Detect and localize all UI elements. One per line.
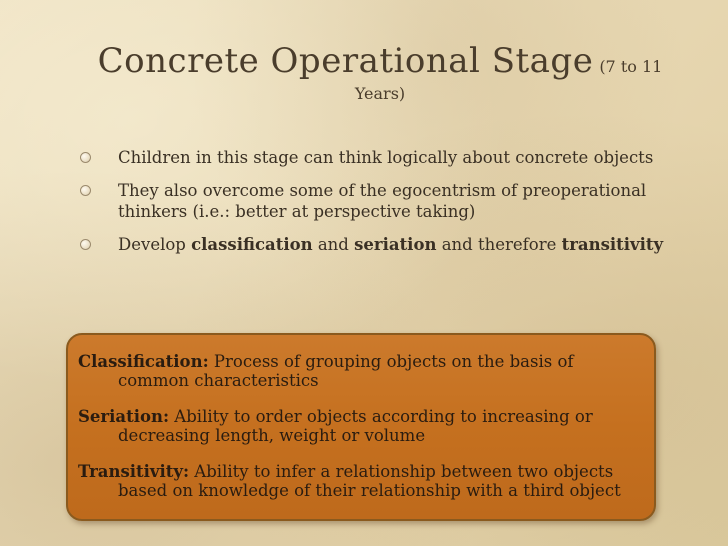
bullet-text-mid2: and therefore [436, 235, 562, 254]
definition-text: Ability to infer a relationship between two objects based on knowledge of their relationship with a third object [118, 462, 621, 500]
definitions-box [66, 333, 656, 521]
circle-bullet-icon [80, 152, 91, 163]
definition-term: Transitivity: [78, 462, 190, 481]
definition-classification [78, 352, 644, 390]
definition-transitivity [78, 462, 644, 500]
bullet-term-seriation: seriation [354, 235, 437, 254]
definition-text: Process of grouping objects on the basis of common characteristics [118, 352, 574, 390]
bullet-item [80, 147, 680, 168]
bullet-term-classification: classification [191, 235, 313, 254]
bullet-item [80, 234, 680, 255]
bullet-item [80, 180, 680, 222]
title-years-part1: (7 to 11 [599, 57, 663, 76]
circle-bullet-icon [80, 185, 91, 196]
definition-text: Ability to order objects according to increasing or decreasing length, weight or volume [118, 407, 593, 445]
slide-title [90, 41, 670, 103]
title-main: Concrete Operational Stage [97, 41, 594, 81]
bullet-term-transitivity: transitivity [561, 235, 664, 254]
bullet-text-prefix: Develop [118, 235, 192, 254]
definition-term: Classification: [78, 352, 209, 371]
bullet-list [80, 147, 680, 267]
title-years-part2: Years) [354, 84, 406, 103]
definition-term: Seriation: [78, 407, 170, 426]
circle-bullet-icon [80, 239, 91, 250]
bullet-text: Children in this stage can think logically about concrete objects [118, 148, 654, 167]
definition-seriation [78, 407, 644, 445]
bullet-text-mid1: and [312, 235, 355, 254]
bullet-text: They also overcome some of the egocentrism of preoperational thinkers (i.e.: better at perspective taking) [118, 181, 647, 221]
